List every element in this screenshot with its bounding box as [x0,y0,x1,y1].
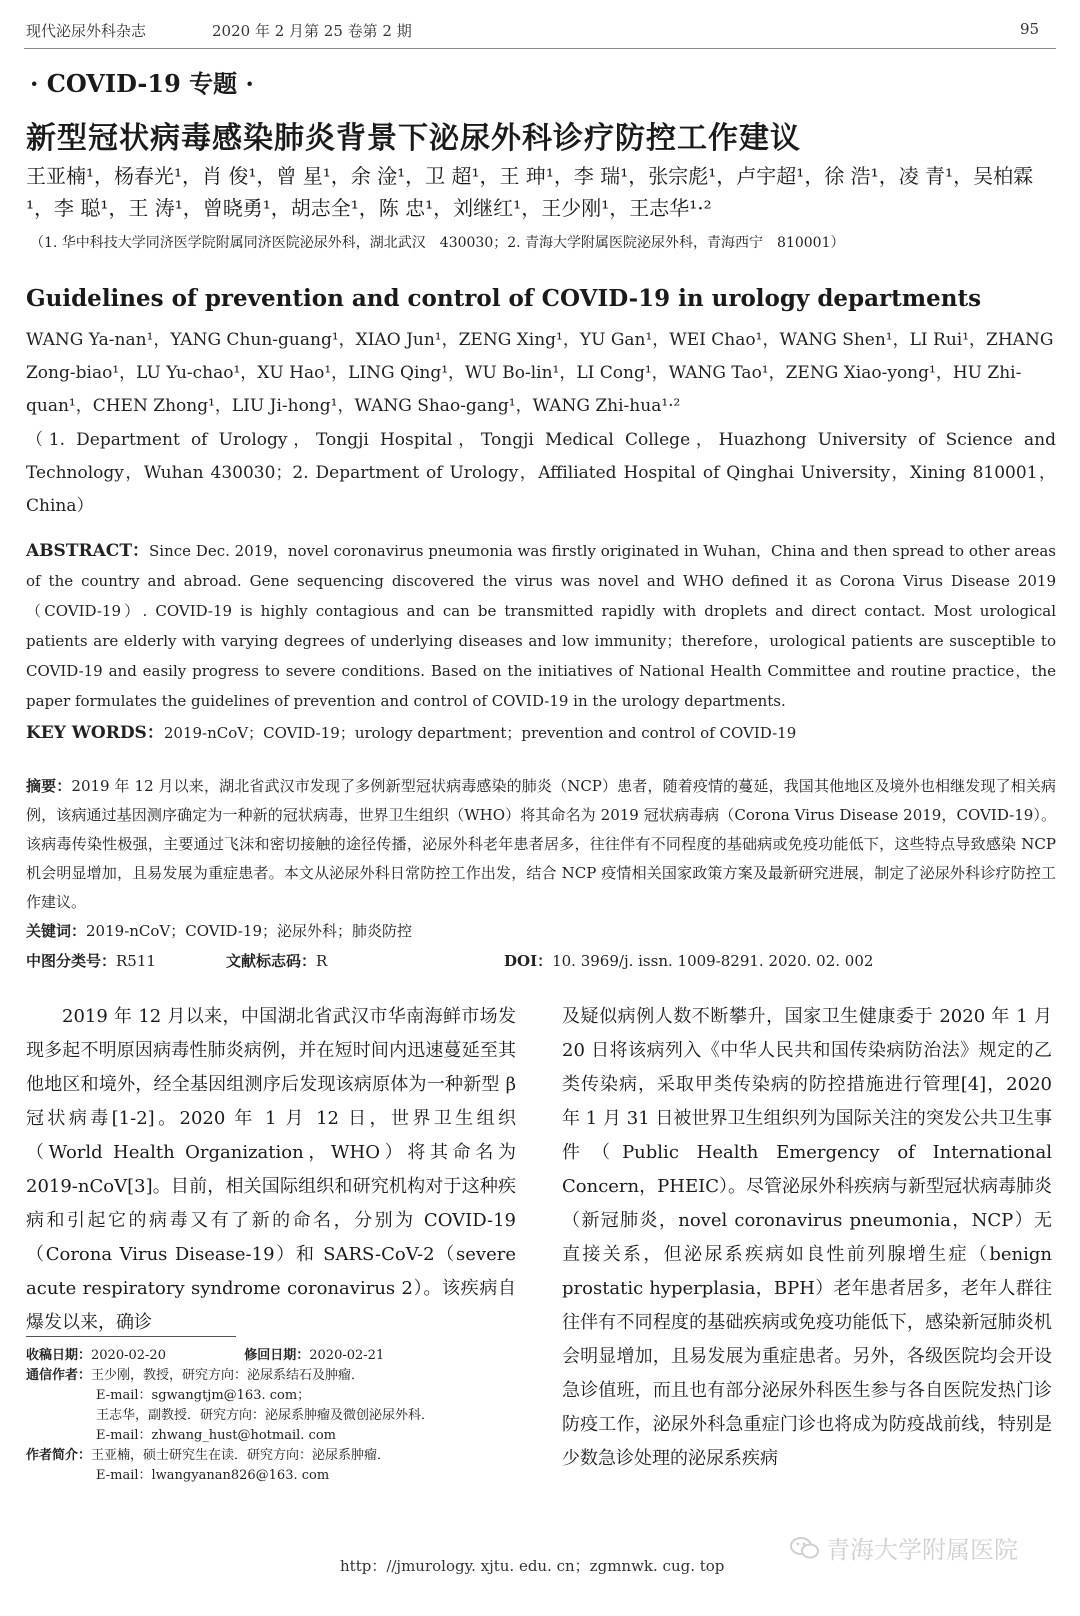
watermark [790,1530,1018,1567]
clc-value: R511 [116,952,156,970]
bio-email: E-mail：lwangyanan826@163. com [96,1468,330,1483]
doi-label: DOI： [504,952,553,970]
author-bio: 王亚楠，硕士研究生在读．研究方向：泌尿系肿瘤． [91,1448,391,1463]
footnotes [26,1346,526,1486]
issue-info: 2020 年 2 月第 25 卷第 2 期 [212,22,412,40]
corresponding-label: 通信作者： [26,1368,92,1383]
keywords-cn-text: 2019-nCoV；COVID-19；泌尿外科；肺炎防控 [86,922,412,940]
affiliation-en: （1. Department of Urology，Tongji Hospital，Tongji Medical College，Huazhong University of Science and Technology，Wuhan 430030；2. Department of Urology，Affiliated Hospital of Qinghai University，Xining 810001，China） [26,430,1056,516]
watermark-text: 青海大学附属医院 [826,1536,1018,1564]
title-en: Guidelines of prevention and control of COVID-19 in urology departments [26,285,982,312]
affiliation-cn: （1. 华中科技大学同济医学院附属同济医院泌尿外科，湖北武汉 430030；2. 青海大学附属医院泌尿外科，青海西宁 810001） [30,235,845,251]
doc-code-label: 文献标志码： [226,952,317,970]
bio-label: 作者简介： [26,1448,92,1463]
clc-label: 中图分类号： [26,952,117,970]
abstract-en [26,536,1056,716]
special-topic-label: · COVID-19 专题 · [30,69,254,98]
document-code [226,950,327,971]
doc-code-value: R [316,952,328,970]
abstract-cn-text: 2019 年 12 月以来，湖北省武汉市发现了多例新型冠状病毒感染的肺炎（NCP）患者，随着疫情的蔓延，我国其他地区及境外也相继发现了相关病例，该病通过基因测序确定为一种新的冠状病毒，世界卫生组织（WHO）将其命名为 2019 冠状病毒病（Corona Virus Disease 2019，COVID-19）。该病毒传染性极强，主要通过飞沫和密切接触的途径传播，泌尿外科老年患者居多，往往伴有不同程度的基础病或免疫功能低下，这些特点导致感染 NCP 机会明显增加，且易发展为重症患者。本文从泌尿外科日常防控工作出发，结合 NCP 疫情相关国家政策方案及最新研究进展，制定了泌尿外科诊疗防控工作建议。 [26,777,1056,911]
title-cn: 新型冠状病毒感染肺炎背景下泌尿外科诊疗防控工作建议 [26,121,801,156]
abstract-cn-label: 摘要： [26,777,72,795]
authors-cn: 王亚楠¹，杨春光¹，肖 俊¹，曾 星¹，余 淦¹，卫 超¹，王 珅¹，李 瑞¹，张宗彪¹，卢宇超¹，徐 浩¹，凌 青¹，吴柏霖¹，李 聪¹，王 涛¹，曾晓勇¹，胡志全¹，陈 忠¹，刘继红¹，王少刚¹，王志华¹·² [26,164,1034,220]
clc-number [26,950,156,971]
corresponding-email-1: E-mail：sgwangtjm@163. com； [96,1388,311,1403]
page-number: 95 [1020,20,1040,38]
wechat-icon [790,1535,820,1567]
revised-date: 2020-02-21 [309,1348,385,1363]
abstract-en-label: ABSTRACT： [26,541,150,561]
corresponding-author-row [26,1366,526,1386]
keywords-en [26,718,796,743]
revised-label: 修回日期： [244,1348,310,1363]
authors-en: WANG Ya-nan¹，YANG Chun-guang¹，XIAO Jun¹，ZENG Xing¹，YU Gan¹，WEI Chao¹，WANG Shen¹，LI Rui¹，ZHANG Zong-biao¹，LU Yu-chao¹，XU Hao¹，LING Qing¹，WU Bo-lin¹，LI Cong¹，WANG Tao¹，ZENG Xiao-yong¹，HU Zhi-quan¹，CHEN Zhong¹，LIU Ji-hong¹，WANG Shao-gang¹，WANG Zhi-hua¹·² [26,330,1054,416]
body-right-column: 及疑似病例人数不断攀升，国家卫生健康委于 2020 年 1 月 20 日将该病列入《中华人民共和国传染病防治法》规定的乙类传染病，采取甲类传染病的防控措施进行管理[4]，2020 年 1 月 31 日被世界卫生组织列为国际关注的突发公共卫生事件（Public Health Emergency of International Concern，PHEIC）。尽管泌尿外科疾病与新型冠状病毒肺炎（新冠肺炎，novel coronavirus pneumonia，NCP）无直接关系，但泌尿系疾病如良性前列腺增生症（benign prostatic hyperplasia，BPH）老年患者居多，老年人群往往伴有不同程度的基础疾病或免疫功能低下，感染新冠肺炎机会明显增加，且易发展为重症患者。另外，各级医院均会开设急诊值班，而且也有部分泌尿外科医生参与各自医院发热门诊防疫工作，泌尿外科急重症门诊也将成为防疫战前线，特别是少数急诊处理的泌尿系疾病 [562,1006,1052,1469]
keywords-cn [26,920,412,941]
received-date: 2020-02-20 [91,1348,166,1363]
keywords-en-text: 2019-nCoV；COVID-19；urology department；prevention and control of COVID-19 [163,724,797,742]
doi-value: 10. 3969/j. issn. 1009-8291. 2020. 02. 002 [552,952,874,970]
journal-name: 现代泌尿外科杂志 [26,22,147,40]
keywords-en-label: KEY WORDS： [26,723,164,743]
doi [504,950,873,971]
author-bio-row [26,1446,526,1466]
keywords-cn-label: 关键词： [26,922,87,940]
footnote-rule [26,1336,236,1337]
abstract-cn [26,772,1056,917]
abstract-en-text: Since Dec. 2019，novel coronavirus pneumonia was firstly originated in Wuhan，China and then spread to other areas of the country and abroad. Gene sequencing discovered the virus was novel and WHO defined it as Corona Virus Disease 2019（COVID-19）. COVID-19 is highly contagious and can be transmitted rapidly with droplets and direct contact. Most urological patients are elderly with varying degrees of underlying diseases and low immunity；therefore，urological patients are susceptible to COVID-19 and easily progress to severe conditions. Based on the initiatives of National Health Committee and routine practice，the paper formulates the guidelines of prevention and control of COVID-19 in the urology departments. [26,542,1056,710]
received-label: 收稿日期： [26,1348,92,1363]
corresponding-author-1: 王少刚，教授，研究方向：泌尿系结石及肿瘤． [91,1368,365,1383]
corresponding-email-2: E-mail：zhwang_hust@hotmail. com [96,1428,336,1443]
dates-row [26,1346,526,1366]
header-rule [24,48,1056,49]
footer-url: http：//jmurology. xjtu. edu. cn；zgmnwk. cug. top [340,1557,725,1575]
corresponding-author-2: 王志华，副教授．研究方向：泌尿系肿瘤及微创泌尿外科． [96,1408,435,1423]
body-left-column: 2019 年 12 月以来，中国湖北省武汉市华南海鲜市场发现多起不明原因病毒性肺炎病例，并在短时间内迅速蔓延至其他地区和境外，经全基因组测序后发现该病原体为一种新型 β 冠状病毒[1-2]。2020 年 1 月 12 日，世界卫生组织（World Health Organization，WHO）将其命名为 2019-nCoV[3]。目前，相关国际组织和研究机构对于这种疾病和引起它的病毒又有了新的命名，分别为 COVID-19（Corona Virus Disease-19）和 SARS-CoV-2（severe acute respiratory syndrome coronavirus 2）。该疾病自爆发以来，确诊 [26,1006,516,1333]
